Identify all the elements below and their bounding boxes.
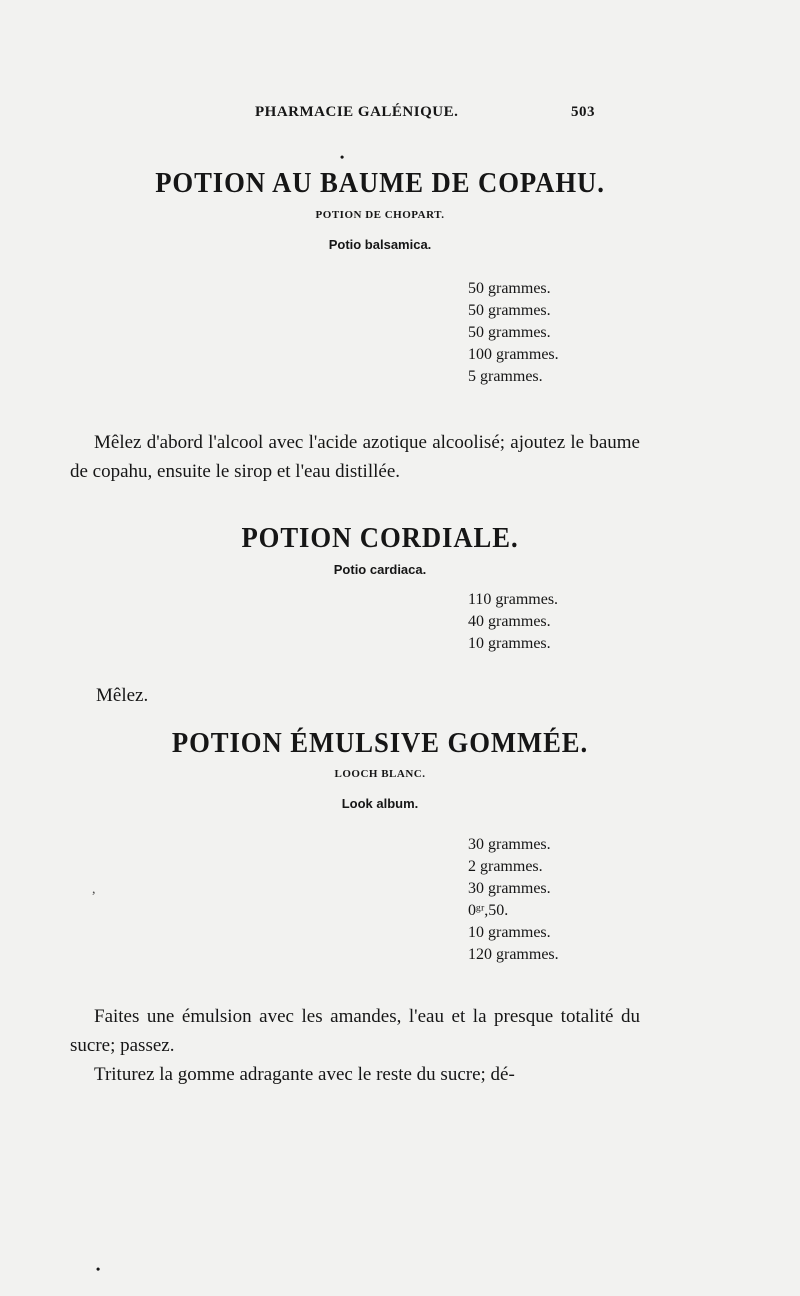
ingredient-quantity: 120 grammes. (468, 946, 559, 963)
ingredient-list-copahu (103, 280, 603, 390)
ingredient-quantity: 100 grammes. (468, 346, 559, 363)
ingredient-list-cordiale (103, 591, 603, 657)
latin-name-balsamica: Potio balsamica. (328, 237, 432, 252)
ingredient-row (103, 924, 603, 946)
ingredient-row (103, 613, 603, 635)
ingredient-quantity: 40 grammes. (468, 613, 551, 630)
ingredient-quantity: 50 grammes. (468, 324, 551, 341)
ingredient-list-emulsive (103, 836, 603, 968)
latin-name-cardiaca: Potio cardiaca. (333, 562, 427, 577)
ingredient-quantity: 5 grammes. (468, 368, 543, 385)
ingredient-quantity: 2 grammes. (468, 858, 543, 875)
ingredient-row (103, 280, 603, 302)
running-head-title: PHARMACIE GALÉNIQUE. (255, 104, 459, 120)
ingredient-row (103, 858, 603, 880)
print-dot: • (96, 1262, 101, 1276)
ingredient-quantity: 30 grammes. (468, 836, 551, 853)
ingredient-row (103, 346, 603, 368)
ingredient-quantity: 50 grammes. (468, 302, 551, 319)
ingredient-row (103, 324, 603, 346)
ingredient-quantity: 0ᵍʳ,50. (468, 902, 509, 919)
ingredient-row (103, 946, 603, 968)
ingredient-row (103, 902, 603, 924)
ingredient-row (103, 591, 603, 613)
latin-name-album: Look album. (341, 796, 419, 811)
ingredient-row (103, 880, 603, 902)
ingredient-row (103, 635, 603, 657)
section-title-copahu: POTION AU BAUME DE COPAHU. (155, 167, 605, 199)
ingredient-quantity: 10 grammes. (468, 635, 551, 652)
print-dot: • (340, 150, 345, 164)
ingredient-row (103, 302, 603, 324)
instructions-copahu: Mêlez d'abord l'alcool avec l'acide azotique alcoolisé; ajoutez le baume de copahu, ensuite le sirop et l'eau distillée. (70, 432, 640, 482)
section-subtitle-looch: LOOCH BLANC. (334, 768, 426, 780)
instructions-cordiale: Mêlez. (96, 685, 149, 706)
print-speck: , (92, 882, 96, 897)
section-title-cordiale: POTION CORDIALE. (241, 522, 519, 554)
section-subtitle-chopart: POTION DE CHOPART. (315, 209, 445, 221)
instructions-emulsive: Faites une émulsion avec les amandes, l'eau et la presque totalité du sucre; passez. (70, 1006, 640, 1056)
page-number: 503 (571, 104, 595, 120)
ingredient-quantity: 110 grammes. (468, 591, 559, 608)
section-title-emulsive: POTION ÉMULSIVE GOMMÉE. (171, 727, 589, 759)
ingredient-quantity: 50 grammes. (468, 280, 551, 297)
instructions-emulsive-continued: Triturez la gomme adragante avec le reste du sucre; dé- (94, 1064, 515, 1085)
ingredient-quantity: 30 grammes. (468, 880, 551, 897)
ingredient-row (103, 836, 603, 858)
ingredient-quantity: 10 grammes. (468, 924, 551, 941)
ingredient-row (103, 368, 603, 390)
